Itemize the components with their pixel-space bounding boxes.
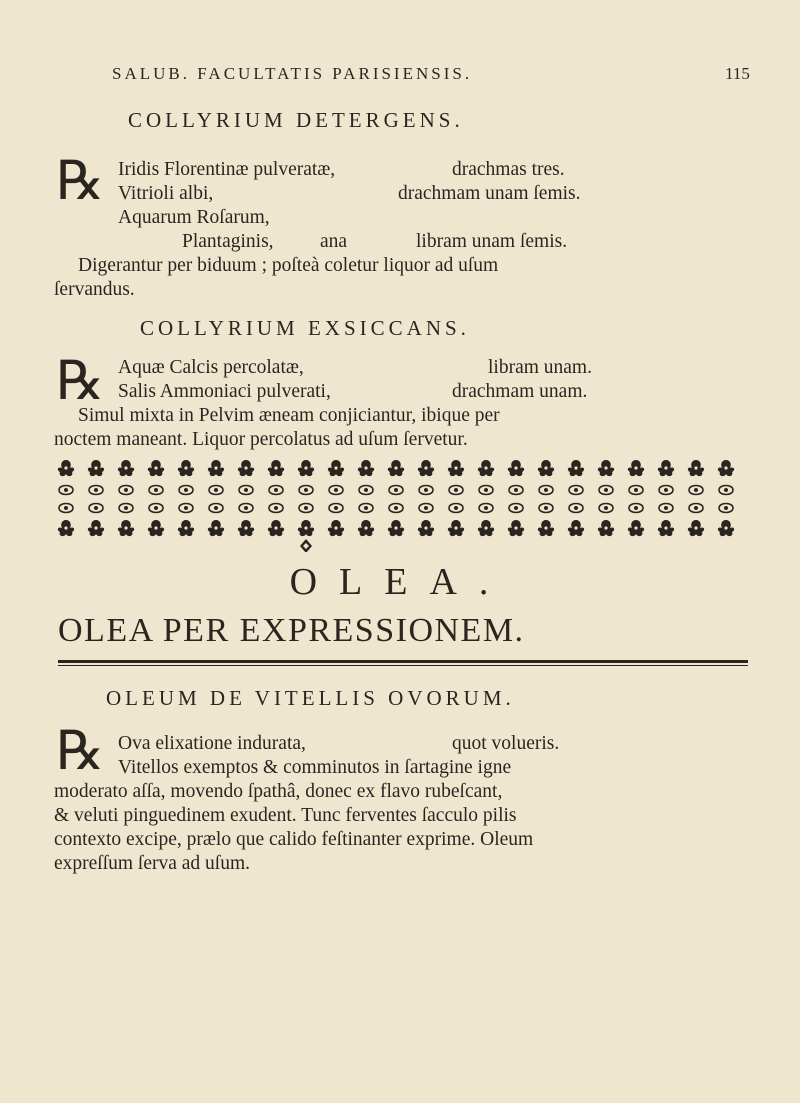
- instruction-line: Vitellos exemptos & comminutos in ſartagine igne: [118, 757, 512, 778]
- section-title-collyrium-detergens: COLLYRIUM DETERGENS.: [128, 108, 464, 132]
- ingredient-line: Salis Ammoniaci pulverati,: [118, 381, 331, 402]
- ingredient-dose: libram unam.: [488, 357, 592, 378]
- instruction-line: moderato aſſa, movendo ſpathâ, donec ex flavo rubeſcant,: [54, 781, 503, 802]
- instruction-line: contexto excipe, prælo que calido feſtinanter exprime. Oleum: [54, 829, 534, 850]
- instruction-line: noctem maneant. Liquor percolatus ad uſum ſervetur.: [54, 429, 468, 450]
- ingredient-line: Iridis Florentinæ pulveratæ,: [118, 159, 336, 180]
- section-title-collyrium-exsiccans: COLLYRIUM EXSICCANS.: [140, 316, 470, 340]
- instruction-line: ſervandus.: [54, 279, 135, 300]
- ingredient-ana: ana: [320, 231, 348, 252]
- ingredient-line: Aquarum Roſarum,: [118, 207, 270, 228]
- ingredient-dose: libram unam ſemis.: [416, 231, 568, 252]
- double-rule-thick: [58, 660, 748, 663]
- olea-per-expressionem-heading: OLEA PER EXPRESSIONEM.: [58, 612, 525, 649]
- ingredient-dose: drachmas tres.: [452, 159, 565, 180]
- instruction-line: Simul mixta in Pelvim æneam conjiciantur, ibique per: [78, 405, 500, 426]
- ingredient-dose: drachmam unam ſemis.: [398, 183, 581, 204]
- printer-ornament: [56, 456, 746, 552]
- recipe-symbol: ℞: [56, 149, 105, 212]
- recipe-symbol: ℞: [56, 349, 105, 412]
- ingredient-line: Ova elixatione indurata,: [118, 733, 306, 754]
- instruction-line: Digerantur per biduum ; poſteà coletur liquor ad uſum: [78, 255, 499, 276]
- ingredient-line: Aquæ Calcis percolatæ,: [118, 357, 304, 378]
- ingredient-line: Plantaginis,: [182, 231, 274, 252]
- running-head: SALUB. FACULTATIS PARISIENSIS.: [112, 64, 473, 83]
- recipe-symbol: ℞: [56, 719, 105, 782]
- section-title-oleum-de-vitellis: OLEUM DE VITELLIS OVORUM.: [106, 686, 515, 710]
- ingredient-dose: quot volueris.: [452, 733, 560, 754]
- ingredient-dose: drachmam unam.: [452, 381, 588, 402]
- ingredient-line: Vitrioli albi,: [118, 183, 214, 204]
- instruction-line: & veluti pinguedinem exudent. Tunc ferventes ſacculo pilis: [54, 805, 517, 826]
- double-rule-thin: [58, 665, 748, 666]
- instruction-line: expreſſum ſerva ad uſum.: [54, 853, 251, 874]
- page-number: 115: [725, 64, 750, 83]
- olea-heading: OLEA.: [289, 561, 511, 603]
